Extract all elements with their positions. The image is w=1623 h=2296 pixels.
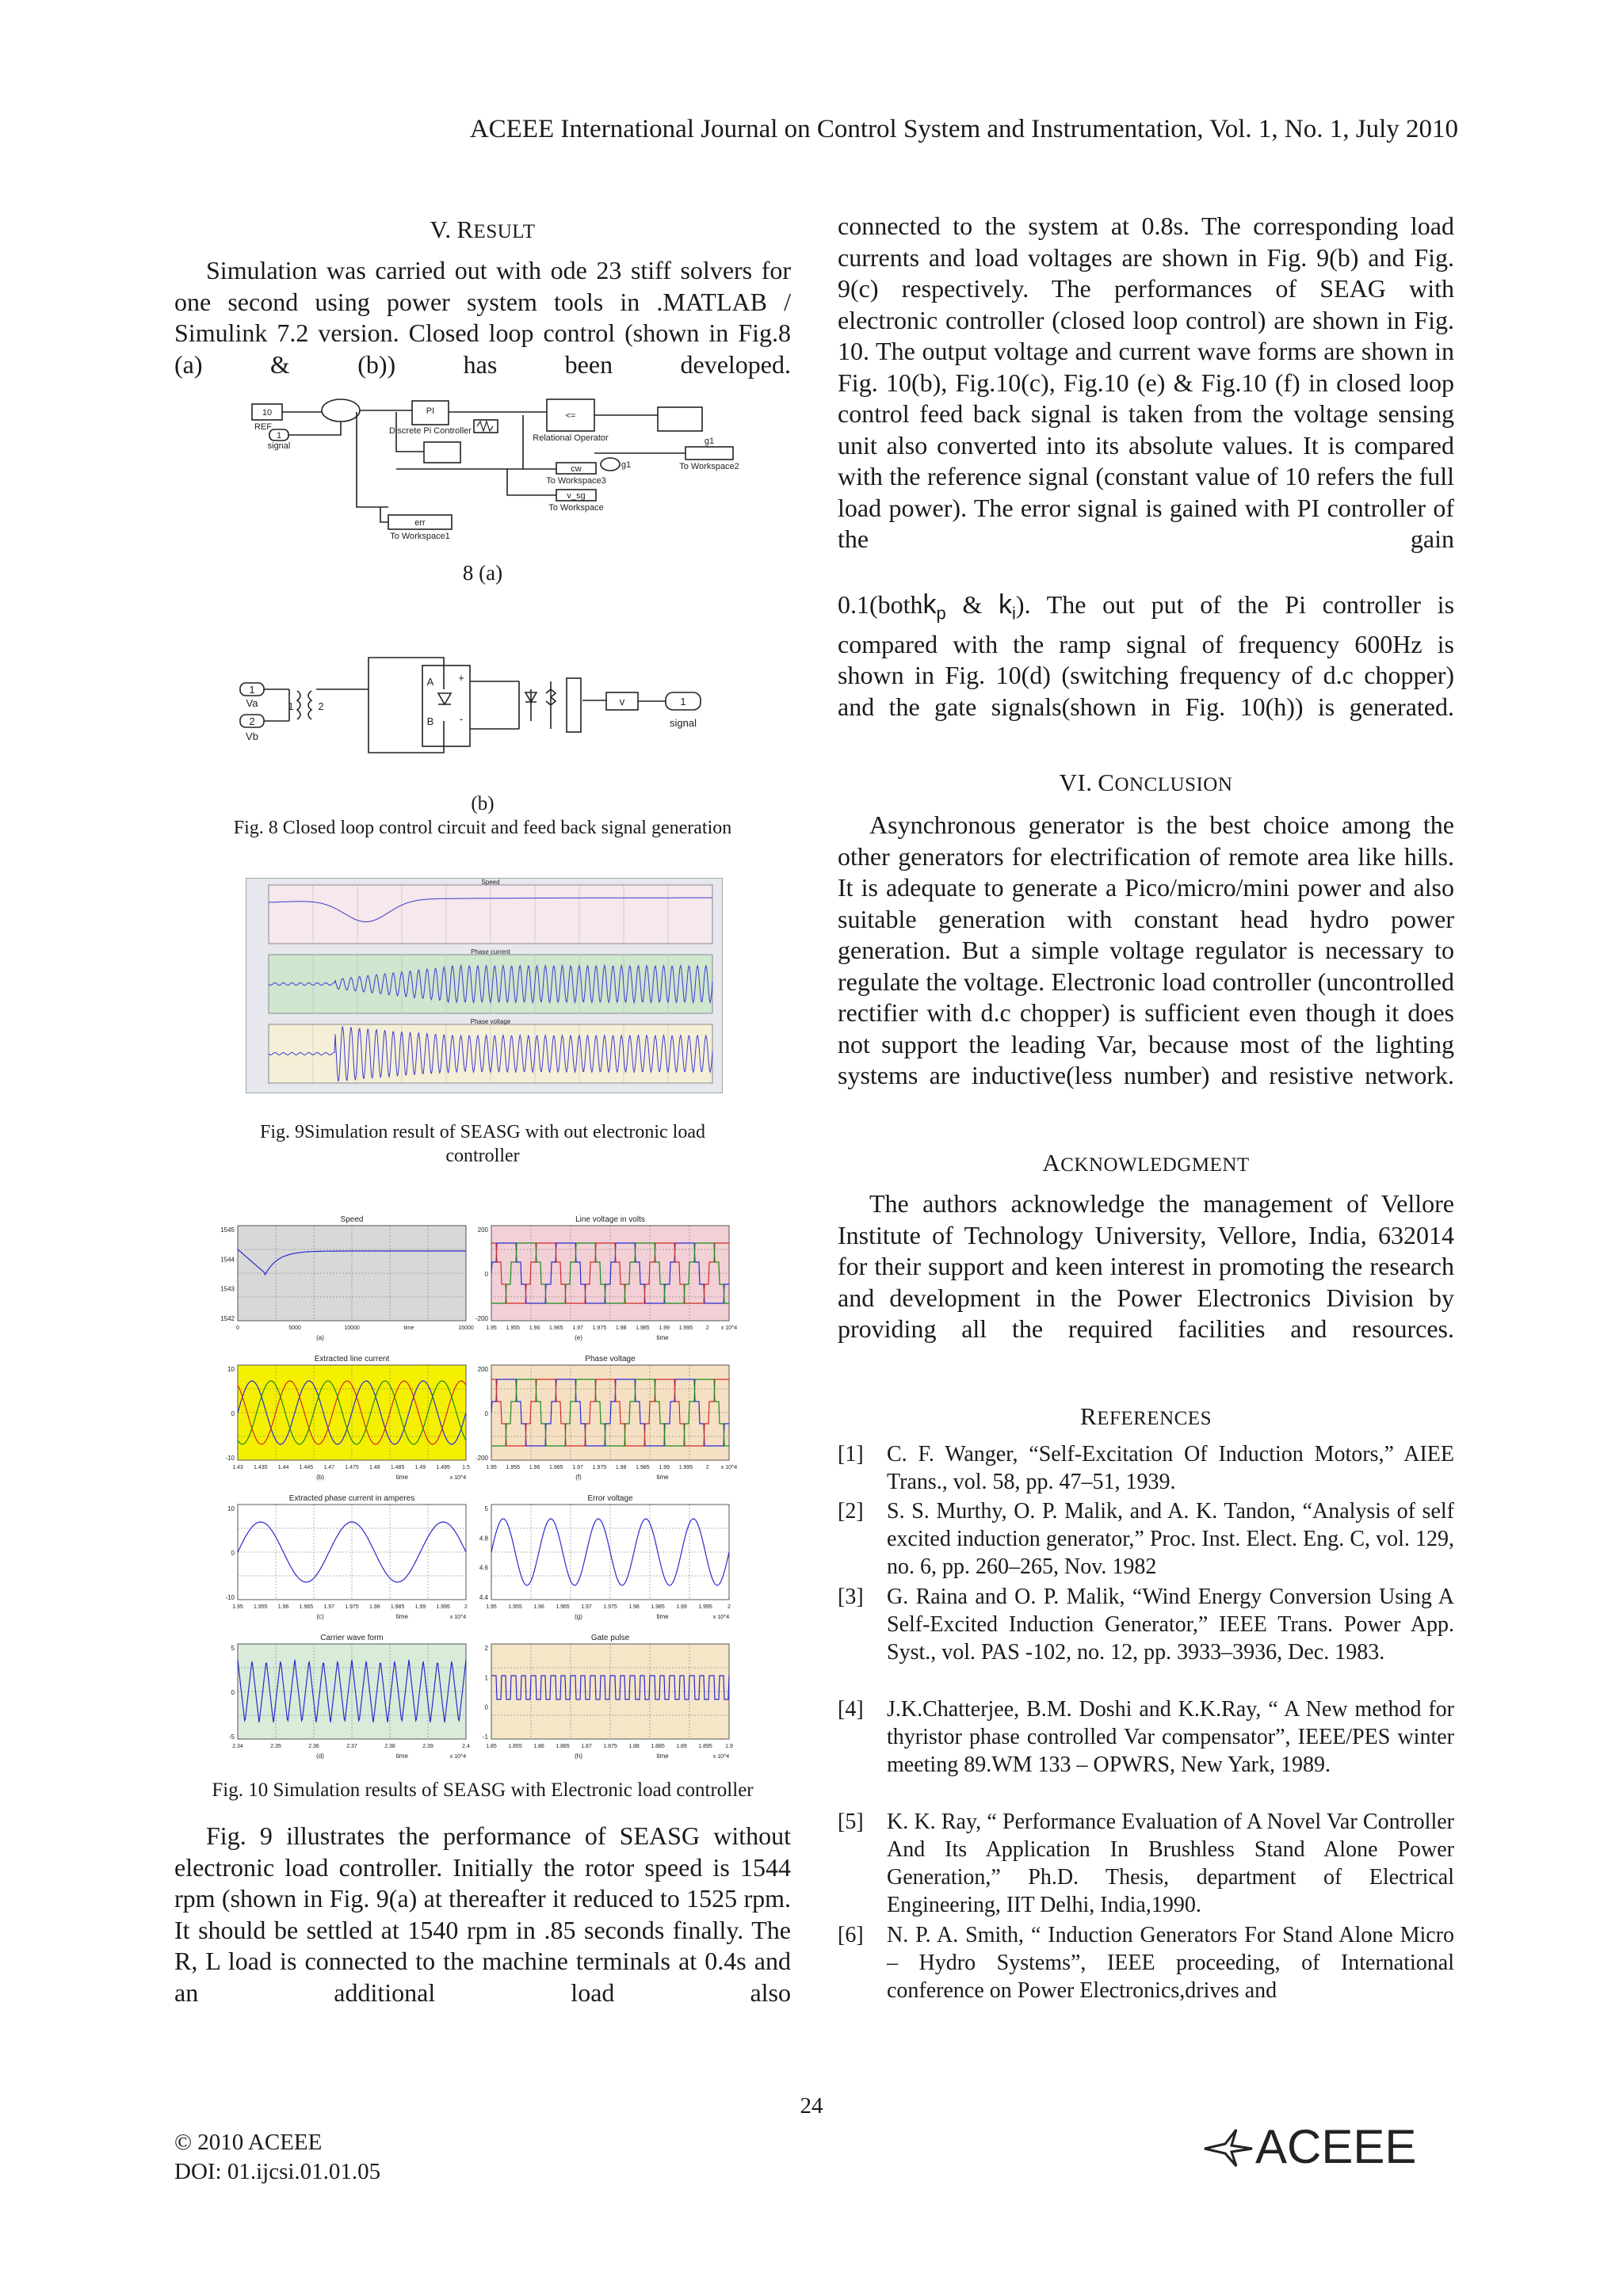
- reference-number: [6]: [838, 1923, 864, 1947]
- x-tick-label: 1.965: [549, 1325, 563, 1331]
- x-tick-label: 1.965: [549, 1465, 563, 1470]
- y-tick-label: -5: [228, 1733, 235, 1741]
- sum-block: [322, 399, 360, 421]
- x-tick-label: 2.35: [270, 1744, 281, 1749]
- aceee-logo-text: ACEEE: [1255, 2120, 1417, 2173]
- x-tick-label: 1.475: [345, 1465, 359, 1470]
- fig10-caption: Fig. 10 Simulation results of SEASG with Electronic load controller: [212, 1779, 754, 1801]
- reference-number: [1]: [838, 1442, 864, 1466]
- reference-item: [838, 1695, 1454, 1779]
- y-tick-label: 4.6: [479, 1564, 488, 1572]
- conclusion-paragraph: Asynchronous generator is the best choice among the other generators for electrification of remote area like hills. It is adequate to generate a Pico/micro/mini power and also suitable generation with constant head hydro power generation. But a simple voltage regulator is necessary to regulate the voltage. Electronic load controller (uncontrolled rectifier with d.c chopper) is sufficient even though it does not support the leading Var, because most of the lighting systems are inductive(less number) and resistive network.: [838, 810, 1454, 1089]
- x-tick-label: 1.955: [506, 1465, 521, 1470]
- x-tick-label: 1.985: [390, 1604, 405, 1610]
- fig8a-block-diagram: [246, 396, 753, 547]
- pi-block-label: PI: [426, 406, 435, 416]
- x-tick-label: 2: [464, 1604, 468, 1610]
- conclusion-title-rest: ONCLUSION: [1114, 774, 1233, 795]
- references-title-initial: R: [1080, 1402, 1098, 1430]
- x-tick-label: 1.955: [506, 1325, 521, 1331]
- y-tick-label: 0: [231, 1410, 235, 1417]
- vb-label: Vb: [246, 730, 258, 742]
- journal-header: ACEEE International Journal on Control System and Instrumentation, Vol. 1, No. 1, July 2010: [469, 115, 1458, 143]
- x-axis-title: time: [395, 1753, 408, 1760]
- section-result-heading: [174, 214, 791, 248]
- conclusion-number: VI.: [1059, 769, 1093, 796]
- x-tick-label: 2: [727, 1604, 731, 1610]
- x-tick-label: 1.97: [572, 1465, 583, 1470]
- y-tick-label: 10: [227, 1505, 235, 1512]
- y-tick-label: 200: [477, 1366, 488, 1373]
- x-axis-title: time: [656, 1334, 669, 1341]
- x-tick-label: 1.97: [572, 1325, 583, 1331]
- x-tick-label: 1.88: [628, 1744, 640, 1749]
- x-tick-label: 1.98: [369, 1604, 380, 1610]
- y-tick-label: 4.4: [479, 1594, 488, 1601]
- x-tick-label: 1.47: [323, 1465, 335, 1470]
- signal-port-label: signal: [670, 717, 697, 729]
- x-tick-label: 1.98: [628, 1604, 640, 1610]
- x-tick-label: 1.86: [533, 1744, 544, 1749]
- y-tick-label: 200: [477, 1226, 488, 1234]
- x-axis-title: time: [656, 1753, 669, 1760]
- x-tick-label: 1.485: [390, 1465, 405, 1470]
- reference-item: [838, 1497, 1454, 1581]
- x-tick-label: 2.39: [422, 1744, 433, 1749]
- fig10-panel-title: Extracted line current: [314, 1355, 390, 1363]
- x-tick-label: 1.48: [369, 1465, 380, 1470]
- fig10-panel-title: Error voltage: [587, 1494, 633, 1503]
- x-tick-label: 1.855: [508, 1744, 522, 1749]
- x-tick-label: time: [403, 1325, 414, 1331]
- x-axis-title: time: [395, 1613, 408, 1620]
- fig10-panel-title: Speed: [340, 1215, 364, 1224]
- fig8a-label: 8 (a): [462, 561, 503, 585]
- section-references-heading: [838, 1401, 1454, 1435]
- x-tick-label: 2.34: [232, 1744, 243, 1749]
- x-tick-label: 1.98: [615, 1325, 627, 1331]
- kp-subscript: p: [936, 603, 946, 624]
- x-tick-label: 1.885: [651, 1744, 665, 1749]
- y-tick-label: 5: [231, 1645, 235, 1652]
- x-tick-label: 1.95: [486, 1604, 497, 1610]
- fig10-panel-title: Extracted phase current in amperes: [288, 1494, 415, 1503]
- x-tick-label: 1.875: [603, 1744, 617, 1749]
- ws2-label: To Workspace2: [679, 462, 739, 471]
- acknowledgment-paragraph: The authors acknowledge the management of Vellore Institute of Technology University, Vellore, India, 632014 for their support and keen interest in promoting the research and development in the Power Electronics Division by providing all the required facilities and resources.: [838, 1189, 1454, 1343]
- aceee-star-icon: [1197, 2128, 1255, 2168]
- scope-block-2: [424, 442, 460, 463]
- x-tick-label: x 10^4: [720, 1465, 738, 1470]
- winding2-num: 2: [318, 700, 324, 712]
- scope-block: [658, 407, 702, 431]
- y-tick-label: 0: [484, 1703, 488, 1711]
- x-tick-label: 1.95: [486, 1465, 497, 1470]
- reference-number: [2]: [838, 1499, 864, 1524]
- port2-num: 2: [249, 715, 255, 727]
- x-tick-label: 2: [705, 1325, 709, 1331]
- x-tick-label: 1.955: [508, 1604, 522, 1610]
- x-tick-label: 2.4: [462, 1744, 470, 1749]
- y-tick-label: -1: [482, 1733, 488, 1741]
- y-tick-label: 1542: [220, 1315, 235, 1322]
- panel-sub-label: (c): [316, 1613, 324, 1620]
- to-workspace2-block: [685, 447, 733, 460]
- y-tick-label: -200: [475, 1315, 488, 1322]
- x-tick-label: 1.975: [592, 1465, 607, 1470]
- ack-title-rest: CKNOWLEDGMENT: [1060, 1154, 1250, 1176]
- x-tick-label: 15000: [458, 1325, 474, 1331]
- section-ack-heading: [838, 1147, 1454, 1181]
- x-tick-label: 1.43: [232, 1465, 243, 1470]
- ampersand: &: [962, 590, 983, 619]
- panel-sub-label: (f): [575, 1474, 582, 1481]
- ws-label: To Workspace: [548, 503, 604, 513]
- x-tick-label: 1.865: [556, 1744, 570, 1749]
- section-title-rest: ESULT: [473, 221, 536, 242]
- y-tick-label: -10: [225, 1455, 235, 1462]
- ack-title-initial: A: [1042, 1149, 1061, 1177]
- x-axis-exponent: x 10^4: [712, 1754, 730, 1760]
- references-title-rest: EFERENCES: [1097, 1408, 1212, 1429]
- reference-number: [3]: [838, 1585, 864, 1609]
- x-tick-label: 10000: [344, 1325, 360, 1331]
- kp-symbol: k: [922, 589, 937, 620]
- x-axis-exponent: x 10^4: [449, 1615, 467, 1620]
- x-tick-label: 1.96: [533, 1604, 544, 1610]
- result-paragraph: Simulation was carried out with ode 23 stiff solvers for one second using power system tools in .MATLAB / Simulink 7.2 version. Closed loop control (shown in Fig.8 (a) & (b)) has been developed.: [174, 256, 791, 379]
- y-tick-label: 1544: [220, 1256, 235, 1264]
- signal-label: signal: [267, 441, 291, 451]
- g1-label: g1: [704, 437, 715, 446]
- reference-item: [838, 1440, 1454, 1496]
- fig10-panel-title: Carrier wave form: [320, 1634, 384, 1642]
- x-axis-exponent: x 10^4: [712, 1615, 730, 1620]
- x-tick-label: 2: [705, 1465, 709, 1470]
- continuation-paragraph-2: [838, 589, 1454, 754]
- gain-text-pre: 0.1(both: [838, 590, 923, 619]
- x-tick-label: 1.975: [603, 1604, 617, 1610]
- continuation-paragraph: connected to the system at 0.8s. The corresponding load currents and load voltages are shown in Fig. 9(b) and Fig. 9(c) respectively. The performances of SEAG with electronic controller (closed loop control) are shown in Fig. 10. The output voltage and current wave forms are shown in Fig. 10(b), Fig.10(c), Fig.10 (e) & Fig.10 (f) in closed loop control feed back signal is taken from the voltage sensing unit also converted into its absolute values. It is compared with the reference signal (constant value of 10 refers the full load power). The error signal is gained with PI controller of the gain: [838, 212, 1454, 553]
- x-tick-label: 1.445: [299, 1465, 314, 1470]
- fig9-discussion-paragraph: Fig. 9 illustrates the performance of SEASG without electronic load controller. Initially the rotor speed is 1544 rpm (shown in Fig. 9(a) at thereafter it reduced to 1525 rpm. It should be settled at 1540 rpm in .85 seconds finally. The R, L load is connected to the machine terminals at 0.4s and an additional load also: [174, 1821, 791, 2007]
- y-tick-label: 0: [231, 1689, 235, 1696]
- fig8-caption: Fig. 8 Closed loop control circuit and feed back signal generation: [233, 818, 732, 838]
- x-tick-label: 1.95: [232, 1604, 243, 1610]
- fig8b-circuit: [234, 650, 741, 761]
- x-tick-label: 1.975: [345, 1604, 359, 1610]
- ref-value-text: 10: [262, 408, 273, 418]
- ws3-label: To Workspace3: [546, 476, 606, 486]
- terminal-plus: +: [458, 672, 464, 684]
- x-axis-title: time: [656, 1613, 669, 1620]
- x-tick-label: 1.99: [659, 1325, 670, 1331]
- vsg-label: v_sg: [567, 491, 586, 501]
- x-tick-label: 1.98: [615, 1465, 627, 1470]
- fig9-panel-title: Speed: [481, 879, 500, 886]
- y-tick-label: 1545: [220, 1226, 235, 1234]
- x-tick-label: 1.965: [299, 1604, 314, 1610]
- reference-text: K. K. Ray, “ Performance Evaluation of A Novel Var Controller And Its Application In Brushless Stand Alone Power Generation,” Ph.D. Thesis, department of Electrical Engineering, IIT Delhi, India,1990.: [887, 1810, 1454, 1917]
- fig9-simulation: [246, 878, 723, 1093]
- section-number: V.: [430, 215, 452, 243]
- fig10-panel-title: Line voltage in volts: [575, 1215, 645, 1224]
- volt-label: v: [619, 696, 625, 707]
- terminal-a: A: [426, 676, 434, 688]
- x-tick-label: 1.85: [486, 1744, 497, 1749]
- fig10-panel-title: Gate pulse: [590, 1634, 630, 1642]
- x-axis-exponent: x 10^4: [449, 1754, 467, 1760]
- x-tick-label: 1.895: [698, 1744, 712, 1749]
- x-tick-label: 1.96: [277, 1604, 289, 1610]
- ws1-label: To Workspace1: [390, 532, 450, 541]
- x-tick-label: 1.985: [636, 1325, 650, 1331]
- x-tick-label: 1.97: [323, 1604, 335, 1610]
- x-tick-label: 1.965: [556, 1604, 570, 1610]
- x-tick-label: 1.955: [254, 1604, 268, 1610]
- x-tick-label: 2.38: [384, 1744, 395, 1749]
- x-tick-label: 1.44: [277, 1465, 289, 1470]
- x-axis-title: time: [656, 1474, 669, 1481]
- x-tick-label: 2.36: [308, 1744, 319, 1749]
- y-tick-label: 0: [484, 1271, 488, 1278]
- panel-sub-label: (a): [316, 1334, 324, 1341]
- x-tick-label: 1.435: [254, 1465, 268, 1470]
- reference-item: [838, 1921, 1454, 2004]
- fig9-panel-title: Phase voltage: [470, 1018, 511, 1025]
- x-tick-label: 2.37: [346, 1744, 357, 1749]
- ref-label: REF: [254, 422, 272, 432]
- x-axis-title: time: [395, 1474, 408, 1481]
- x-tick-label: 1.985: [651, 1604, 665, 1610]
- signal-in-num: 1: [276, 431, 282, 441]
- section-title-initial: R: [456, 215, 474, 243]
- y-tick-label: -200: [475, 1455, 488, 1462]
- fig9-caption-line2: controller: [445, 1146, 520, 1166]
- y-tick-label: 10: [227, 1366, 235, 1373]
- rel-op-name: Relational Operator: [533, 433, 609, 443]
- x-tick-label: 5000: [288, 1325, 301, 1331]
- reference-number: [4]: [838, 1697, 864, 1722]
- panel-sub-label: (e): [575, 1334, 582, 1341]
- fig9-panel-title: Phase current: [471, 948, 510, 955]
- x-tick-label: 1.96: [529, 1325, 540, 1331]
- reference-text: C. F. Wanger, “Self-Excitation Of Induction Motors,” AIEE Trans., vol. 58, pp. 47–51, 1939.: [887, 1442, 1454, 1494]
- x-tick-label: 1.995: [698, 1604, 712, 1610]
- y-tick-label: 4.8: [479, 1535, 488, 1543]
- cw-label: cw: [571, 464, 582, 474]
- ki-symbol: k: [999, 589, 1013, 620]
- conclusion-title-initial: C: [1098, 769, 1115, 796]
- panel-sub-label: (g): [575, 1613, 582, 1620]
- y-tick-label: 1543: [220, 1285, 235, 1293]
- reference-text: G. Raina and O. P. Malik, “Wind Energy Conversion Using A Self-Excited Induction Generator,” IEEE Trans. Power App. Syst., vol. PAS -102, no. 12, pp. 3933–3936, Dec. 1983.: [887, 1585, 1454, 1665]
- panel-sub-label: (d): [316, 1753, 324, 1760]
- x-tick-label: 1.99: [659, 1465, 670, 1470]
- pi-controller-name: Discrete Pi Controller: [389, 426, 472, 436]
- aceee-logo: [1197, 2120, 1417, 2173]
- port1-num: 1: [249, 684, 255, 696]
- x-tick-label: 1.95: [486, 1325, 497, 1331]
- x-tick-label: 1.99: [676, 1604, 687, 1610]
- x-tick-label: 1.995: [436, 1604, 450, 1610]
- x-tick-label: 1.975: [592, 1325, 607, 1331]
- terminal-b: B: [426, 715, 434, 727]
- err-label: err: [414, 518, 426, 528]
- x-axis-exponent: x 10^4: [449, 1475, 467, 1481]
- x-tick-label: 1.9: [725, 1744, 733, 1749]
- winding1-num: 1: [288, 700, 294, 712]
- x-tick-label: 1.99: [414, 1604, 426, 1610]
- fig8b-label: (b): [471, 793, 495, 814]
- y-tick-label: -10: [225, 1594, 235, 1601]
- x-tick-label: 1.985: [636, 1465, 650, 1470]
- terminal-minus: -: [459, 713, 464, 725]
- y-tick-label: 0: [231, 1550, 235, 1557]
- x-tick-label: 1.995: [678, 1465, 693, 1470]
- reference-text: J.K.Chatterjee, B.M. Doshi and K.K.Ray, “ A New method for thyristor phase controlled Var compensator”, IEEE/PES winter meeting 89.WM 133 – OPWRS, New Yark, 1989.: [887, 1697, 1454, 1777]
- x-tick-label: 1.89: [676, 1744, 687, 1749]
- x-tick-label: 1.495: [436, 1465, 450, 1470]
- doi: DOI: 01.ijcsi.01.01.05: [174, 2159, 381, 2184]
- panel-sub-label: (h): [575, 1753, 582, 1760]
- ki-subscript: i: [1012, 603, 1016, 624]
- copyright: © 2010 ACEEE: [174, 2130, 323, 2155]
- reference-item: [838, 1583, 1454, 1666]
- reference-text: N. P. A. Smith, “ Induction Generators For Stand Alone Micro – Hydro Systems”, IEEE proceeding, of International conference on Power Electronics,drives and: [887, 1923, 1454, 2003]
- fig10-simulation-grid: [212, 1208, 743, 1763]
- panel-sub-label: (b): [316, 1474, 324, 1481]
- x-tick-label: 1.49: [414, 1465, 426, 1470]
- g1-out-label: g1: [621, 460, 632, 470]
- va-label: Va: [246, 697, 258, 709]
- x-tick-label: 1.87: [581, 1744, 592, 1749]
- reference-number: [5]: [838, 1810, 864, 1834]
- fig9-caption-line1: Fig. 9Simulation result of SEASG with out electronic load: [260, 1122, 705, 1142]
- reference-text: S. S. Murthy, O. P. Malik, and A. K. Tandon, “Analysis of self excited induction generator,” Proc. Inst. Elect. Eng. C, vol. 129, no. 6, pp. 260–265, Nov. 1982: [887, 1499, 1454, 1579]
- y-tick-label: 5: [484, 1505, 488, 1512]
- section-conclusion-heading: [838, 767, 1454, 801]
- gain-text-post: ). The out put of the Pi controller is compared with the ramp signal of frequency 600Hz is shown in Fig. 10(d) (switching frequency of d.c chopper) and the gate signals(shown in Fig. 10(h)) is generated.: [838, 590, 1455, 721]
- page-number: 24: [800, 2093, 823, 2119]
- x-tick-label: 1.995: [678, 1325, 693, 1331]
- x-tick-label: 1.97: [581, 1604, 592, 1610]
- y-tick-label: 2: [484, 1645, 488, 1652]
- rel-op-symbol: <=: [565, 411, 576, 421]
- reference-item: [838, 1808, 1454, 1919]
- y-tick-label: 1: [484, 1674, 488, 1682]
- x-tick-label: 0: [236, 1325, 239, 1331]
- signal-port-num: 1: [680, 696, 686, 707]
- x-tick-label: x 10^4: [720, 1325, 738, 1331]
- y-tick-label: 0: [484, 1410, 488, 1417]
- fig10-panel-title: Phase voltage: [585, 1355, 636, 1363]
- voltage-sensor: [567, 678, 581, 732]
- x-tick-label: 1.96: [529, 1465, 540, 1470]
- x-tick-label: 1.5: [462, 1465, 470, 1470]
